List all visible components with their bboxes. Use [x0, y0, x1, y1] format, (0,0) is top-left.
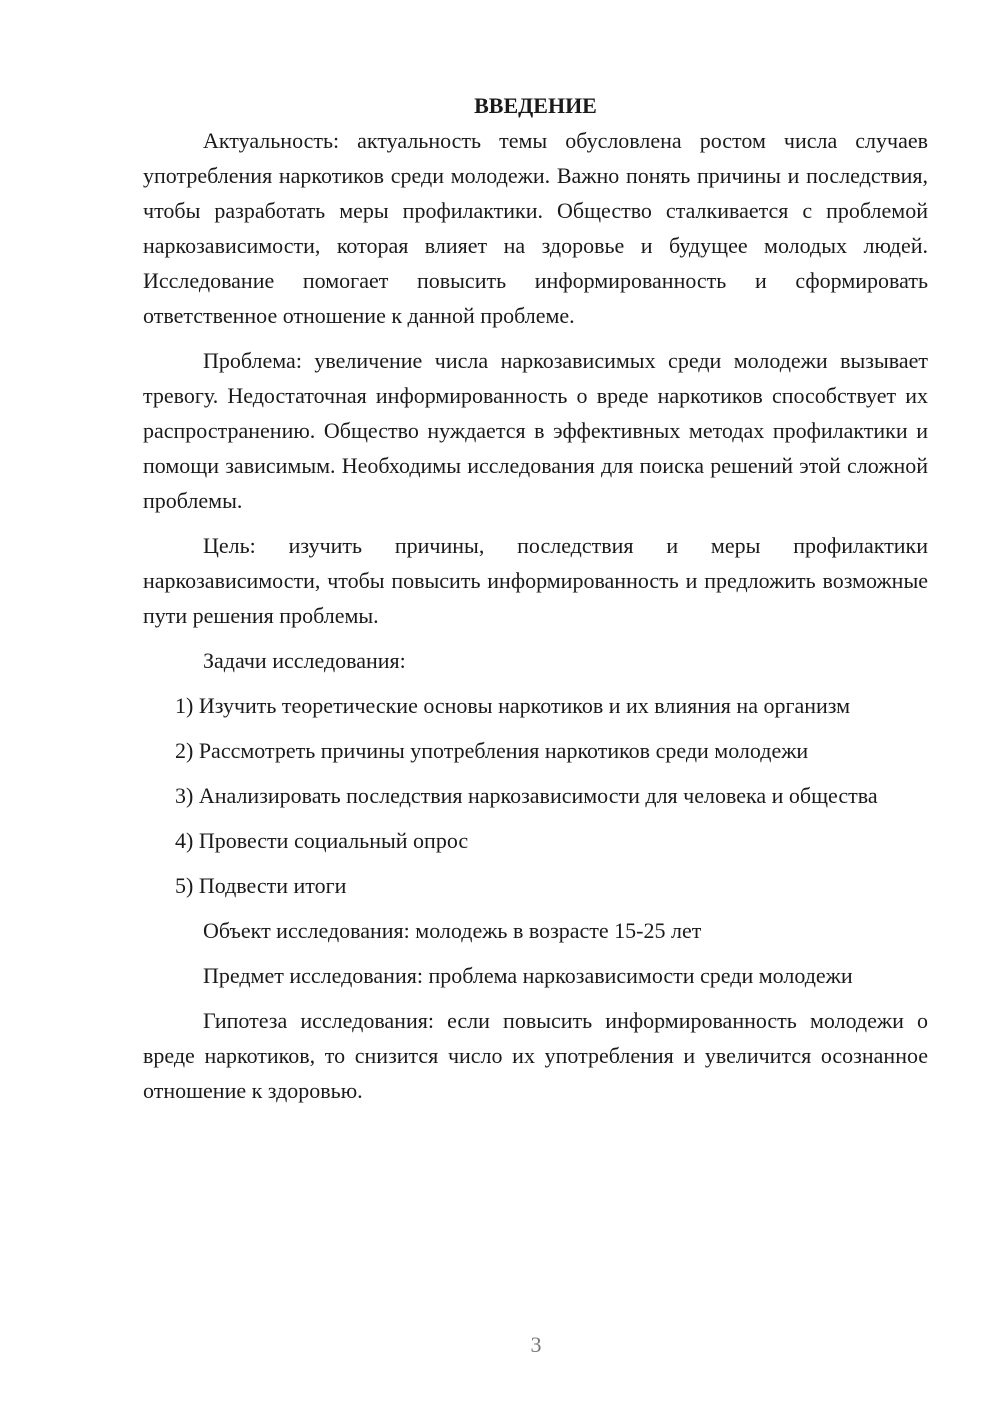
task-item-3: 3) Анализировать последствия наркозависимости для человека и общества	[175, 783, 878, 808]
page-title: ВВЕДЕНИЕ	[474, 93, 597, 118]
task-item-1: 1) Изучить теоретические основы наркотиков и их влияния на организм	[175, 693, 851, 718]
research-object: Объект исследования: молодежь в возрасте 15-25 лет	[203, 918, 702, 943]
relevance-paragraph: Актуальность: актуальность темы обусловлена ростом числа случаев употребления наркотиков среди молодежи. Важно понять причины и последствия, чтобы разработать меры профилактики. Общество сталкивается с проблемой наркозависимости, которая влияет на здоровье и будущее молодых людей. Исследование помогает повысить информированность и сформировать ответственное отношение к данной проблеме.	[143, 128, 928, 328]
task-item-5: 5) Подвести итоги	[175, 873, 347, 898]
task-item-2: 2) Рассмотреть причины употребления наркотиков среди молодежи	[175, 738, 809, 763]
tasks-heading: Задачи исследования:	[203, 648, 406, 673]
problem-paragraph: Проблема: увеличение числа наркозависимых среди молодежи вызывает тревогу. Недостаточная информированность о вреде наркотиков способствует их распространению. Общество нуждается в эффективных методах профилактики и помощи зависимым. Необходимы исследования для поиска решений этой сложной проблемы.	[143, 348, 928, 513]
page-number: 3	[530, 1332, 542, 1357]
task-item-4: 4) Провести социальный опрос	[175, 828, 469, 853]
research-hypothesis: Гипотеза исследования: если повысить информированность молодежи о вреде наркотиков, то снизится число их употребления и увеличится осознанное отношение к здоровью.	[143, 1008, 928, 1103]
goal-paragraph: Цель: изучить причины, последствия и меры профилактики наркозависимости, чтобы повысить информированность и предложить возможные пути решения проблемы.	[143, 533, 928, 628]
document-page	[143, 88, 928, 1108]
research-subject: Предмет исследования: проблема наркозависимости среди молодежи	[203, 963, 853, 988]
